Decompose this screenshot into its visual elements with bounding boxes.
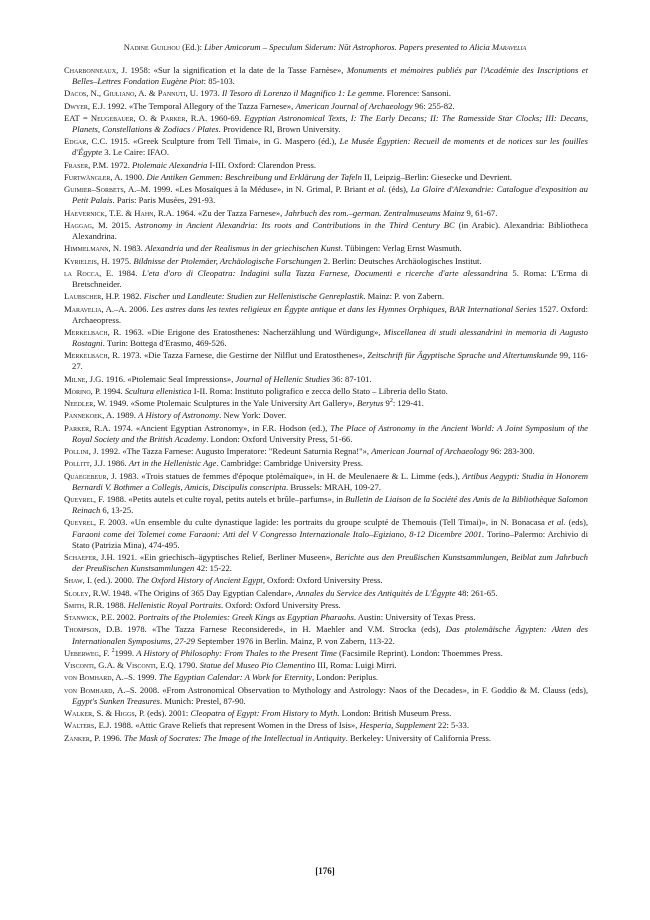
entry-title: Berichte aus den Preußischen Kunstsammlungen, Beiblat zum Jahrbuch der Preußischen Kunstsammlungen <box>72 551 588 573</box>
entry-author: Haggag, M. <box>64 219 108 230</box>
bibliography-entry <box>64 184 588 206</box>
entry-text: . London: Oxford University Press, 51-66. <box>206 433 353 444</box>
bibliography-entry <box>64 136 588 158</box>
entry-text: 3. Le Caire: IFAO. <box>102 147 170 158</box>
entry-title: Fischer und Landleute: Studien zur Hellenistische Genreplastik <box>143 291 364 302</box>
entry-author: Milne, J.G. <box>64 373 104 384</box>
entry-text: . Torino–Palermo: Archivio di Stato (Patrizia Mina), 474-495. <box>72 528 588 550</box>
entry-title: Egypt's Sunken Treasures <box>72 695 160 706</box>
entry-author: EAT = Neugebauer, O. & Parker, R.A. <box>64 112 208 123</box>
entry-text: , Oxford: Oxford University Press. <box>262 575 383 586</box>
entry-text: (ed.). 2000. <box>92 575 137 586</box>
entry-text: 1973. «Die Tazza Farnese, die Gestirne der Nilflut und Eratosthenes», <box>120 350 368 361</box>
bibliography-entry <box>64 208 588 219</box>
bibliography-entry <box>64 243 588 254</box>
entry-author: Edgar, C.C. <box>64 136 108 147</box>
entry-author: Himmelmann, N. <box>64 243 122 254</box>
entry-text: 1921. «Ein griechisch–ägyptisches Relief, Berliner Museen», <box>114 551 336 562</box>
bibliography-entry <box>64 423 588 445</box>
entry-title: The Place of Astronomy in the Ancient World: A Joint Symposium of the Royal Society and the British Academy <box>72 422 588 444</box>
entry-text: (éds), <box>386 184 411 195</box>
entry-title: American Journal of Archaeology <box>295 100 413 111</box>
entry-text: 2003. «Un ensemble du culte dynastique lagide: les portraits du groupe sculpté de Themouis (Tell Timai)», in N. Bonacasa <box>105 517 548 528</box>
bibliography-entry <box>64 685 588 707</box>
entry-text: . London: British Museum Press. <box>337 708 452 718</box>
entry-text: 6, 13-25. <box>100 505 134 516</box>
bibliography-entry <box>64 386 588 397</box>
page-number: [176] <box>315 866 335 876</box>
entry-text: 1983. <box>121 243 145 254</box>
entry-text: 1978. «The Tazza Farnese Reconsidered», in H. Maehler and V.M. Strocka (eds), <box>122 624 446 635</box>
bibliography-entry <box>64 327 588 349</box>
entry-author: Haevernick, T.E. & Hahn, R.A. <box>64 207 175 218</box>
entry-title: Annales du Service des Antiquités de L'Égypte <box>295 587 456 598</box>
entry-text: –S. 1999. <box>123 672 159 683</box>
entry-title: Egyptian Astronomical Texts, I: The Early Decans; II: The Ramesside Star Clocks; III: Decans, Planets, Constellations & Zodiacs / Plates <box>72 112 588 135</box>
bibliography-entry <box>64 708 588 719</box>
entry-author: Schaefer, J.H. <box>64 551 115 562</box>
entry-author: Maravelia, A. <box>64 303 115 314</box>
entry-title: Das ptolemäische Ägypten: Akten des Internationalen Symposiums, 27-29 <box>72 624 589 646</box>
entry-author: von Bomhard, A. <box>64 684 126 695</box>
bibliography-entry <box>64 268 588 290</box>
entry-title: Les astres dans les textes religieux en Égypte antique et dans les Hymnes Orphiques, BAR International Series <box>150 303 537 314</box>
entry-text: 1790. <box>175 660 200 671</box>
bibliography-entry <box>64 160 588 171</box>
entry-title: Zeitschrift für Ägyptische Sprache und Altertumskunde <box>367 350 558 361</box>
entry-text: . Cambridge: Cambridge University Press. <box>216 458 363 469</box>
header-honoree: Maravelia <box>492 42 527 52</box>
entry-title: The Oxford History of Ancient Egypt <box>136 575 263 586</box>
entry-text: (eds), <box>565 517 588 528</box>
entry-text: 48: 261-65. <box>455 587 498 598</box>
entry-author: Pannekoek, A. <box>64 410 115 421</box>
bibliography-entry <box>64 660 588 671</box>
entry-author: Pollini, J. <box>64 446 99 457</box>
bibliography-entry <box>64 350 588 372</box>
entry-text: 1982. <box>119 291 144 302</box>
entry-title: Faraoni come dei Tolemei come Faraoni: Atti del V Congresso Internazionale Italo–Egiziano, 8-12 Dicembre 2001 <box>72 528 482 539</box>
entry-text: 96: 283-300. <box>488 446 535 457</box>
bibliography-entry <box>64 446 588 457</box>
entry-title: Il Tesoro di Lorenzo il Magnifico 1: Le gemme <box>221 88 383 99</box>
entry-author: Laubscher, H.P. <box>64 291 120 302</box>
entry-author: Quaegebeur, J. <box>64 470 117 481</box>
entry-text: . New York: Dover. <box>219 410 287 421</box>
entry-text: 1973. <box>198 88 222 99</box>
entry-text: : 129-41. <box>392 398 424 409</box>
bibliography-entry <box>64 410 588 421</box>
entry-text: 1958: «Sur la signification et la date de la Tasse Farnèse», <box>127 65 347 75</box>
entry-text: 2. Berlin: Deutsches Archäologisches Institut. <box>321 255 482 266</box>
entry-author: Walker, S. & Higgs, P. <box>64 708 145 718</box>
header-title: Liber Amicorum – Speculum Siderum: Nūt Astrophoros. Papers presented to Alicia <box>204 42 492 52</box>
entry-text: 2 <box>111 647 115 654</box>
entry-text: 1900. <box>122 171 147 182</box>
entry-text: 1972. <box>108 159 132 170</box>
entry-title: et al. <box>368 184 387 195</box>
entry-author: Charbonneaux, J. <box>64 65 128 75</box>
entry-text: –A. 2006. <box>114 303 151 314</box>
entry-text: 1949. «Some Ptolemaic Sculptures in the Yale University Art Gallery», <box>106 398 357 409</box>
bibliography-entry <box>64 588 588 599</box>
entry-title: L'eta d'oro di Cleopatra: Indagini sulla Tazza Farnese, Documenti e ricerche d'arte alessandrina <box>142 267 508 278</box>
bibliography-entry <box>64 101 588 112</box>
entry-author: Shaw, I. <box>64 575 92 586</box>
entry-author: von Bomhard, A. <box>64 672 124 683</box>
entry-text: 36: 87-101. <box>329 373 372 384</box>
entry-title: Jahrbuch des rom.–german. Zentralmuseums Mainz <box>284 207 465 218</box>
entry-text: . Tübingen: Verlag Ernst Wasmuth. <box>340 243 462 254</box>
entry-text: 42: 15-22. <box>194 563 232 573</box>
entry-author: Fraser, P.M. <box>64 159 109 170</box>
entry-author: Visconti, G.A. & Visconti, E.Q. <box>64 660 176 671</box>
entry-text: 1527. Oxford: Archaeopress. <box>72 303 589 325</box>
entry-text: 2 <box>389 398 393 405</box>
entry-author: Stanwick, P.E. <box>64 612 115 623</box>
entry-title: et al. <box>547 517 566 528</box>
entry-title: Statue del Museo Pio Clementino <box>199 660 316 671</box>
entry-text: 1988. <box>104 599 128 610</box>
entry-author: Guimier–Sorbets, A. <box>64 184 137 195</box>
entry-title: Hellenistic Royal Portraits <box>127 599 221 610</box>
header-author: Nadine Guilhou <box>123 42 181 52</box>
bibliography-entry <box>64 672 588 683</box>
entry-text: 96: 255-82. <box>412 100 455 111</box>
entry-text: 1983. «Trois statues de femmes d'époque ptolémaïque», in H. de Meulenaere & L. Limme (eds.), <box>116 470 463 481</box>
entry-text: 1989. <box>114 410 139 421</box>
entry-title: Portraits of the Ptolemies: Greek Kings as Egyptian Pharaohs <box>138 612 354 623</box>
entry-author: Walters, E.J. <box>64 720 112 731</box>
bibliography-entry <box>64 575 588 586</box>
entry-text: (Facsimile Reprint). London: Thoemmes Press. <box>336 647 503 658</box>
entry-author: Zanker, P. <box>64 732 101 743</box>
header-editor-mark: (Ed.): <box>180 42 205 52</box>
bibliography-entry <box>64 552 588 574</box>
entry-author: la Rocca, E. <box>64 267 114 278</box>
entry-text: 1975. <box>109 255 134 266</box>
entry-author: Queyrel, F. <box>64 517 106 528</box>
entry-title: Hesperia, Supplement <box>359 720 436 731</box>
running-header <box>0 42 650 53</box>
entry-text: . Paris: Paris Musées, 291-93. <box>112 195 216 206</box>
entry-text: . Florence: Sansoni. <box>382 88 451 99</box>
entry-author: Parker, R.A. <box>64 422 111 433</box>
entry-text: , London: Periplus. <box>311 672 379 683</box>
bibliography-entry <box>64 733 588 744</box>
bibliography-entry <box>64 256 588 267</box>
entry-author: Sloley, R.W. <box>64 587 111 598</box>
entry-author: Thompson, D.B. <box>64 624 123 635</box>
bibliography-entry <box>64 220 588 242</box>
entry-title: Scultura ellenistica <box>124 385 192 396</box>
entry-text: 1916. «Ptolemaic Seal Impressions», <box>103 373 236 384</box>
entry-text: –M. 1999. «Les Mosaïques à la Méduse», in N. Grimal, P. Briant <box>136 184 369 195</box>
entry-author: Merkelbach, R. <box>64 350 121 361</box>
entry-title: American Journal of Archaeology <box>371 446 489 457</box>
entry-text: . Brussels: MRAH, 109-27. <box>286 481 381 492</box>
entry-author: Merkelbach, R. <box>64 326 122 337</box>
bibliography-entry <box>64 291 588 302</box>
entry-author: Needler, W. <box>64 398 107 409</box>
entry-text: 1915. «Greek Sculpture from Tell Timai», in G. Maspero (éd.), <box>107 136 340 147</box>
bibliography-entry <box>64 648 588 659</box>
entry-text: . Mainz: P. von Zabern. <box>363 291 445 302</box>
entry-text: 1994. <box>100 385 125 396</box>
entry-text: II, Leipzig–Berlin: Giesecke und Devrient. <box>361 171 513 182</box>
bibliography-entry <box>64 600 588 611</box>
entry-title: Astronomy in Ancient Alexandria: Its roots and Contributions in the Third Century BC <box>135 219 455 230</box>
entry-text: September 1976 in Berlin. Mainz, P. von Zabern, 113-22. <box>194 635 395 646</box>
entry-title: La Gloire d'Alexandrie: Catalogue d'exposition au Petit Palais <box>72 184 588 206</box>
entry-text: 2015. <box>107 219 136 230</box>
entry-author: Dwyer, E.J. <box>64 100 106 111</box>
entry-text: 1992. «The Temporal Allegory of the Tazza Farnese», <box>105 100 296 111</box>
entry-text: I-II. Roma: Instituto poligrafico e zecca dello Stato – Libreria dello Stato. <box>191 385 448 396</box>
entry-text: 1986. <box>105 458 129 469</box>
bibliography-entry <box>64 304 588 326</box>
bibliography-entry <box>64 458 588 469</box>
entry-author: Dacos, N., Giuliano, A. & Pannuti, U. <box>64 88 199 99</box>
entry-text: . Berkeley: University of California Press. <box>345 732 492 743</box>
entry-text: : 85-103. <box>203 76 235 87</box>
bibliography-entry <box>64 65 588 87</box>
bibliography-entry <box>64 494 588 516</box>
entry-text: 1963. «Die Erigone des Eratosthenes: Nacherzählung und Würdigung», <box>121 326 384 337</box>
entry-title: Cleopatra of Egypt: From History to Myth <box>190 708 338 718</box>
entry-title: Berytus <box>356 398 384 409</box>
entry-text: 1984. <box>113 267 142 278</box>
entry-text: 9, 61-67. <box>464 207 498 218</box>
entry-title: Artibus Aegypti: Studia in Honorem Bernardi V. Bothmer a Collegis, Amicis, Discipulis conscripta <box>72 470 589 492</box>
entry-title: Le Musée Égyptien: Recueil de moments et de notices sur les fouilles d'Égypte <box>72 136 588 158</box>
bibliography-entry <box>64 172 588 183</box>
entry-text: . Austin: University of Texas Press. <box>353 612 476 623</box>
entry-title: Art in the Hellenistic Age <box>128 458 217 469</box>
entry-title: Journal of Hellenic Studies <box>235 373 330 384</box>
entry-text: 1964. «Zu der Tazza Farnese», <box>174 207 285 218</box>
entry-title: Monuments et mémoires publiés par l'Académie des Inscriptions et Belles–Lettres Fondation Eugène Piot <box>72 65 588 87</box>
entry-author: Pollitt, J.J. <box>64 458 106 469</box>
entry-text: –S. 2008. «From Astronomical Observation to Mythology and Astrology: Naos of the Decades», in F. Goddio & M. Clauss (eds), <box>125 684 588 695</box>
entry-text: 22: 5-33. <box>435 720 470 731</box>
entry-text: 1948. «The Origins of 365 Day Egyptian Calendar», <box>110 587 296 598</box>
entry-text: I-III. Oxford: Clarendon Press. <box>207 159 317 170</box>
entry-text: III, Roma: Luigi Mirri. <box>315 660 397 671</box>
entry-text: . Turin: Bottega d'Erasmo, 469-526. <box>102 337 227 348</box>
entry-author: Morino, P. <box>64 385 101 396</box>
entry-title: Bulletin de Liaison de la Société des Amis de la Bibliothèque Salomon Reinach <box>72 494 588 516</box>
entry-title: The Egyptian Calendar: A Work for Eternity <box>158 672 312 683</box>
bibliography-entry <box>64 471 588 493</box>
entry-title: Alexandria und der Realismus in der griechischen Kunst <box>144 243 341 254</box>
bibliography-entry <box>64 374 588 385</box>
entry-title: A History of Astronomy <box>138 410 220 421</box>
entry-author: Kyrieleis, H. <box>64 255 110 266</box>
entry-text: 9 <box>383 398 390 409</box>
entry-title: Ptolemaic Alexandria <box>132 159 208 170</box>
entry-text: 1992. «The Tazza Farnese: Augusto Imperatore: "Redeunt Saturnia Regna!"», <box>98 446 372 457</box>
entry-text: 1996. <box>100 732 124 743</box>
entry-text: 5. Roma: L'Erma di Bretschneider. <box>72 267 588 289</box>
entry-text: 1988. «Petits autels et culte royal, petits autels et brûle–parfums», in <box>104 494 346 505</box>
entry-title: A History of Philosophy: From Thales to the Present Time <box>136 647 337 658</box>
entry-text: . Providence RI, Brown University. <box>218 124 341 135</box>
bibliography-entry <box>64 720 588 731</box>
bibliography-entry <box>64 113 588 135</box>
bibliography-list <box>64 65 588 745</box>
entry-text: 1988. «Attic Grave Reliefs that represent Women in the Dress of Isis», <box>111 720 360 731</box>
entry-author: Smith, R.R. <box>64 599 105 610</box>
entry-text: 1974. «Ancient Egyptian Astronomy», in F.R. Hodson (ed.), <box>110 422 331 433</box>
entry-title: Bildnisse der Ptolemäer, Archäologische Forschungen <box>133 255 322 266</box>
entry-text: . Oxford: Oxford University Press. <box>220 599 341 610</box>
entry-text: (in Arabic). Alexandria: Bibliotheca Alexandrina. <box>72 219 588 241</box>
bibliography-entry <box>64 517 588 550</box>
entry-author: Ueberweg, F. <box>64 647 110 658</box>
entry-text: 99, 116-27. <box>72 350 589 372</box>
entry-text: 1960-69. <box>207 112 245 123</box>
entry-author: Queyrel, F. <box>64 494 105 505</box>
entry-text: 1999. <box>114 647 137 658</box>
bibliography-entry <box>64 612 588 623</box>
entry-text: (eds). 2001: <box>144 708 191 718</box>
entry-text: 2002. <box>114 612 139 623</box>
bibliography-entry <box>64 624 588 646</box>
bibliography-entry <box>64 88 588 99</box>
entry-title: Die Antiken Gemmen: Beschreibung und Erklärung der Tafeln <box>146 171 362 182</box>
entry-title: The Mask of Socrates: The Image of the Intellectual in Antiquity <box>123 732 346 743</box>
entry-text: . Munich: Prestel, 87-90. <box>159 695 246 706</box>
bibliography-entry <box>64 398 588 409</box>
entry-title: Miscellanea di studi alessandrini in memoria di Augusto Rostagni <box>72 326 588 348</box>
entry-author: Furtwängler, A. <box>64 171 123 182</box>
